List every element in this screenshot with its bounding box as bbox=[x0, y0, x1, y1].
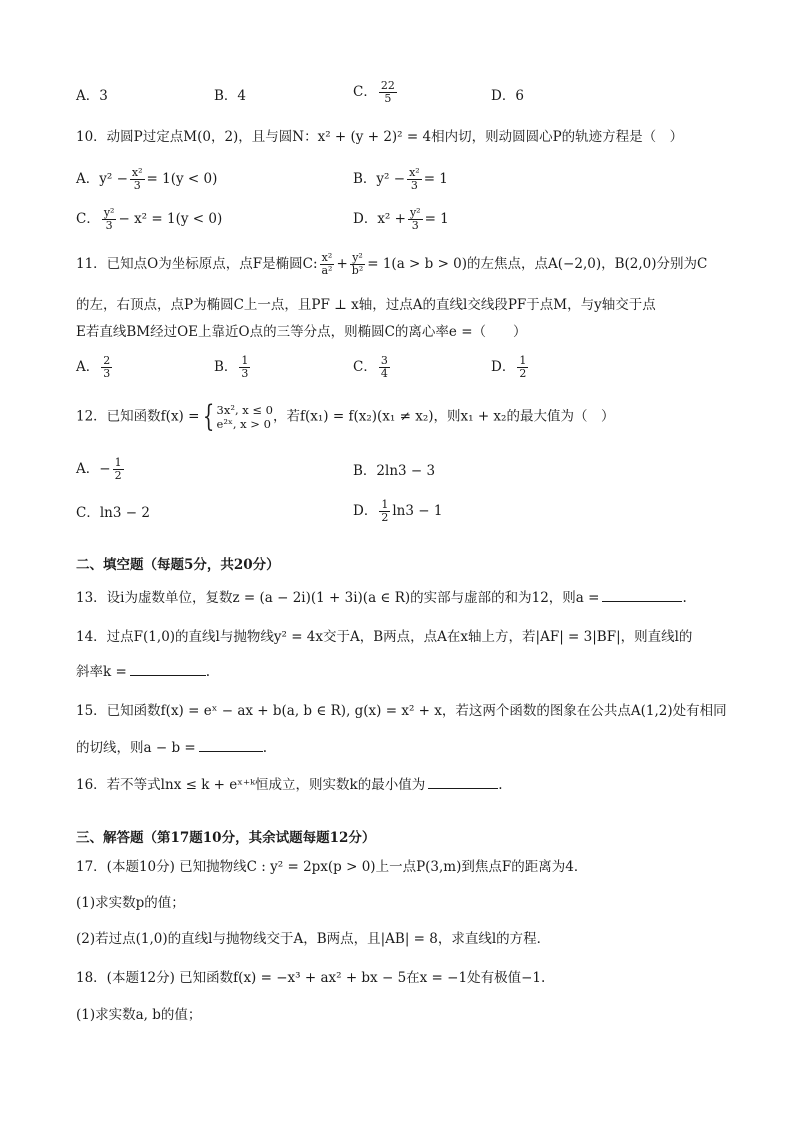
q12-option-c: C．ln3 − 2 bbox=[76, 505, 150, 521]
q10-option-b bbox=[353, 167, 448, 192]
q17-part1: (1)求实数p的值； bbox=[76, 895, 185, 911]
stem-text: ，若f(x₁) = f(x₂)(x₁ ≠ x₂)，则x₁ + x₂的最大值为（ ） bbox=[273, 408, 615, 425]
answer-blank[interactable] bbox=[130, 661, 206, 676]
fraction-denominator: a² bbox=[321, 264, 333, 277]
option-label: A．− bbox=[76, 461, 111, 477]
stem-text: = 1(a > b > 0)的左焦点，点A(−2,0)，B(2,0)分别为C bbox=[367, 256, 708, 272]
fraction-denominator: 4 bbox=[380, 367, 388, 380]
option-text: D．x² + bbox=[353, 211, 406, 227]
option-label: A． bbox=[76, 359, 100, 375]
option-fraction bbox=[102, 207, 117, 232]
q11-option-b bbox=[214, 355, 252, 380]
option-fraction bbox=[408, 207, 423, 232]
answer-blank[interactable] bbox=[199, 737, 263, 752]
case-line: 3x², x ≤ 0 bbox=[216, 403, 274, 417]
fraction-denominator: 3 bbox=[103, 367, 111, 380]
q11-stem-line3: E若直线BM经过OE上靠近O点的三等分点，则椭圆C的离心率e =（ ） bbox=[76, 324, 527, 340]
answer-blank[interactable] bbox=[602, 587, 682, 602]
q14-line1: 14．过点F(1,0)的直线l与抛物线y² = 4x交于A，B两点，点A在x轴上方，若|AF| = 3|BF|，则直线l的 bbox=[76, 629, 693, 645]
option-text: = 1 bbox=[423, 171, 448, 187]
q16 bbox=[76, 774, 503, 795]
q12-option-b: B．2ln3 − 3 bbox=[353, 463, 436, 479]
piecewise-cases bbox=[217, 403, 273, 431]
option-label: C． bbox=[353, 359, 377, 375]
q11-stem-line2: 的左，右顶点，点P为椭圆C上一点，且PF ⊥ x轴，过点A的直线l交线段PF于点M，与y轴交于点 bbox=[76, 297, 656, 313]
q15-line1: 15．已知函数f(x) = eˣ − ax + b(a, b ∈ R), g(x) = x² + x，若这两个函数的图象在公共点A(1,2)处有相同 bbox=[76, 703, 727, 719]
stem-fraction bbox=[320, 252, 335, 277]
fraction-numerator: y² bbox=[350, 252, 365, 265]
q10-option-c bbox=[76, 207, 222, 232]
brace-symbol: { bbox=[203, 399, 215, 434]
q17-part2: (2)若过点(1,0)的直线l与抛物线交于A，B两点，且|AB| = 8，求直线l的方程． bbox=[76, 931, 551, 947]
question-text: 16．若不等式lnx ≤ k + eˣ⁺ᵏ恒成立，则实数k的最小值为 bbox=[76, 777, 426, 793]
q18: 18．(本题12分) 已知函数f(x) = −x³ + ax² + bx − 5在x = −1处有极值−1. bbox=[76, 970, 546, 986]
option-text: = 1 bbox=[424, 211, 449, 227]
fraction-denominator: 5 bbox=[384, 92, 392, 105]
option-text: A．y² − bbox=[76, 171, 128, 187]
fraction-denominator: 2 bbox=[381, 511, 389, 524]
question-text: . bbox=[498, 777, 503, 793]
q10-option-a bbox=[76, 167, 217, 192]
option-fraction bbox=[239, 355, 250, 380]
q12-option-d bbox=[353, 499, 442, 524]
q13 bbox=[76, 587, 687, 608]
q9-option-a: A．3 bbox=[76, 88, 108, 104]
fraction-numerator: x² bbox=[131, 166, 143, 179]
option-fraction bbox=[379, 355, 390, 380]
option-fraction bbox=[130, 167, 145, 192]
option-text: ln3 − 1 bbox=[392, 503, 443, 519]
fraction-numerator: 1 bbox=[381, 498, 389, 511]
stem-text: + bbox=[336, 256, 348, 272]
q10-stem: 10．动圆P过定点M(0，2)，且与圆N：x² + (y + 2)² = 4相内切，则动圆圆心P的轨迹方程是（ ） bbox=[76, 129, 684, 145]
fraction-numerator: y² bbox=[409, 206, 421, 219]
q9-option-c-fraction bbox=[379, 80, 397, 105]
fraction-denominator: 3 bbox=[105, 219, 113, 232]
question-text: 的切线，则a − b = bbox=[76, 740, 196, 756]
option-label: B． bbox=[214, 359, 238, 375]
fraction-denominator: 3 bbox=[410, 179, 418, 192]
section-3-heading: 三、解答题（第17题10分，其余试题每题12分） bbox=[76, 830, 376, 846]
q14-line2 bbox=[76, 661, 210, 682]
option-text: = 1(y < 0) bbox=[146, 171, 218, 187]
option-label: D． bbox=[491, 359, 516, 375]
answer-blank[interactable] bbox=[428, 774, 498, 789]
stem-text: 12．已知函数f(x) = bbox=[76, 408, 200, 425]
option-fraction bbox=[379, 499, 390, 524]
question-text: . bbox=[682, 590, 687, 606]
fraction-denominator: 2 bbox=[114, 469, 122, 482]
question-text: . bbox=[205, 664, 211, 680]
q11-stem-line1 bbox=[76, 252, 707, 277]
q9-option-d: D．6 bbox=[491, 88, 524, 104]
option-text: B．y² − bbox=[353, 171, 406, 187]
stem-fraction bbox=[350, 252, 365, 277]
fraction-numerator: y² bbox=[103, 206, 115, 219]
q15-line2 bbox=[76, 737, 267, 758]
question-text: 斜率k = bbox=[76, 664, 127, 680]
fraction-numerator: 22 bbox=[380, 79, 395, 92]
q9-option-b: B．4 bbox=[214, 88, 247, 104]
option-text: C． bbox=[76, 211, 100, 227]
q18-part1: (1)求实数a, b的值； bbox=[76, 1007, 202, 1023]
q9-option-c bbox=[353, 80, 399, 105]
fraction-numerator: x² bbox=[320, 252, 335, 265]
fraction-numerator: 1 bbox=[114, 456, 122, 469]
fraction-numerator: 1 bbox=[241, 354, 249, 367]
stem-text: 11．已知点O为坐标原点，点F是椭圆C: bbox=[76, 256, 318, 272]
option-fraction bbox=[101, 355, 112, 380]
fraction-denominator: b² bbox=[351, 264, 364, 277]
fraction-denominator: 3 bbox=[133, 179, 141, 192]
q10-option-d bbox=[353, 207, 449, 232]
q9-option-c-label: C． bbox=[353, 84, 377, 100]
option-text: − x² = 1(y < 0) bbox=[118, 211, 223, 227]
fraction-denominator: 3 bbox=[411, 219, 419, 232]
q11-option-a bbox=[76, 355, 114, 380]
q11-option-d bbox=[491, 355, 530, 380]
option-fraction bbox=[407, 167, 422, 192]
fraction-denominator: 3 bbox=[241, 367, 249, 380]
option-fraction bbox=[113, 457, 124, 482]
option-label: D． bbox=[353, 503, 378, 519]
q12-option-a bbox=[76, 457, 126, 482]
fraction-denominator: 2 bbox=[519, 367, 527, 380]
question-text: 13．设i为虚数单位，复数z = (a − 2i)(1 + 3i)(a ∈ R)的实部与虚部的和为12，则a = bbox=[76, 590, 600, 606]
fraction-numerator: 3 bbox=[380, 354, 388, 367]
case-line: e²ˣ, x > 0 bbox=[216, 417, 271, 431]
section-2-heading: 二、填空题（每题5分，共20分） bbox=[76, 557, 280, 573]
fraction-numerator: 2 bbox=[103, 354, 111, 367]
q12-stem bbox=[76, 399, 615, 434]
q17: 17．(本题10分) 已知抛物线C : y² = 2px(p > 0)上一点P(3,m)到焦点F的距离为4． bbox=[76, 859, 588, 875]
fraction-numerator: x² bbox=[409, 166, 420, 179]
question-text: . bbox=[262, 740, 267, 756]
q11-option-c bbox=[353, 355, 392, 380]
fraction-numerator: 1 bbox=[519, 354, 527, 367]
option-fraction bbox=[517, 355, 528, 380]
